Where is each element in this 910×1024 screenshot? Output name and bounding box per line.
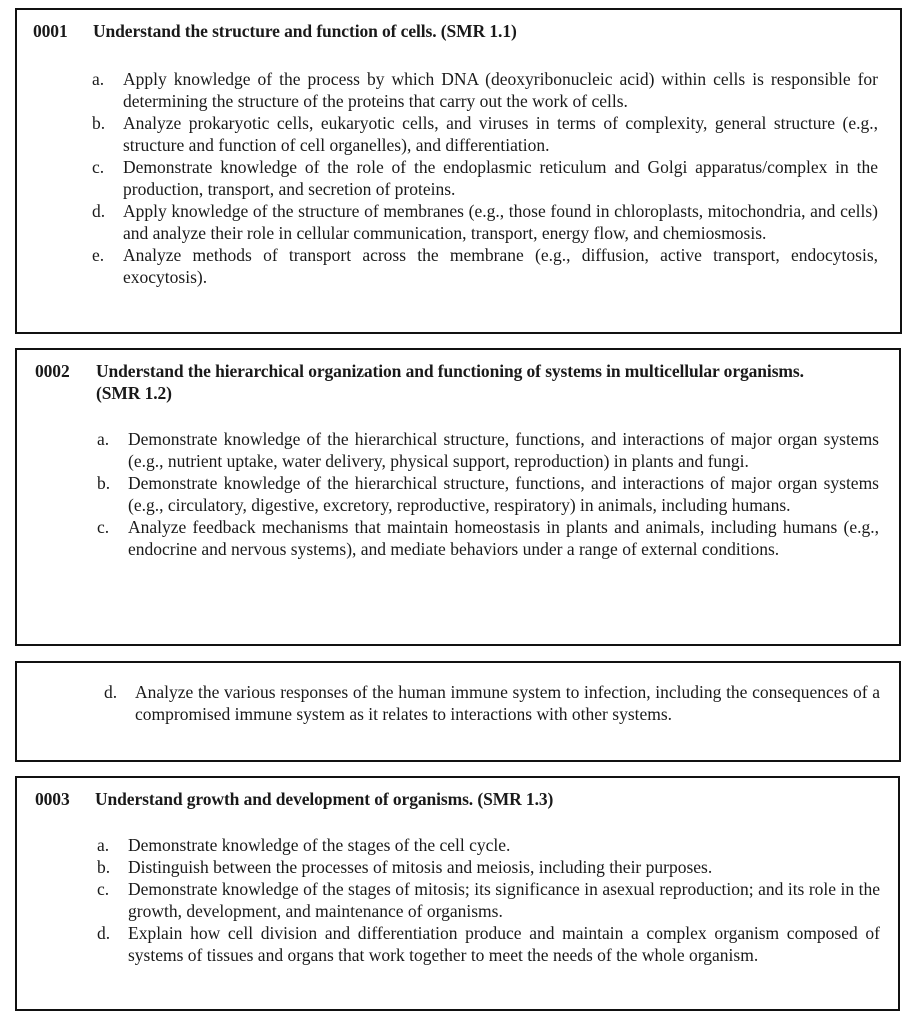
item-text: Distinguish between the processes of mitosis and meiosis, including their purposes. [128,857,713,877]
section-number: 0002 [35,361,70,381]
item-text: Analyze methods of transport across the membrane (e.g., diffusion, active transport, endocytosis, exocytosis). [123,245,878,287]
objective-list [97,428,879,560]
list-item [97,516,879,560]
section-number: 0003 [35,789,70,809]
list-item [92,200,878,244]
item-text: Analyze feedback mechanisms that maintain homeostasis in plants and animals, including humans (e.g., endocrine and nervous systems), and mediate behaviors under a range of external conditions. [128,517,879,559]
objective-list [104,681,880,725]
item-text: Demonstrate knowledge of the stages of mitosis; its significance in asexual reproduction; and its role in the growth, development, and maintenance of organisms. [128,879,880,921]
list-item [92,244,878,288]
item-text: Demonstrate knowledge of the role of the endoplasmic reticulum and Golgi apparatus/complex in the production, transport, and secretion of proteins. [123,157,878,199]
list-item [92,156,878,200]
item-marker: e. [92,245,105,265]
section-title: Understand the hierarchical organization and functioning of systems in multicellular organisms. (SMR 1.2) [96,361,804,403]
list-item [97,472,879,516]
list-item [97,856,880,878]
section-0001-box [15,8,902,334]
item-marker: b. [97,473,111,493]
item-text: Demonstrate knowledge of the hierarchical structure, functions, and interactions of major organ systems (e.g., nutrient uptake, water delivery, physical support, reproduction) in plants and fungi. [128,429,879,471]
section-0002-box [15,348,901,646]
item-marker: b. [92,113,106,133]
item-text: Explain how cell division and differentiation produce and maintain a complex organism composed of systems of tissues and organs that work together to meet the needs of the whole organism. [128,923,880,965]
section-number: 0001 [33,21,68,41]
list-item [97,428,879,472]
list-item [97,834,880,856]
item-marker: a. [97,835,110,855]
item-marker: c. [97,517,110,537]
section-title: Understand growth and development of organisms. (SMR 1.3) [95,789,554,809]
objective-list [92,68,878,288]
list-item [97,878,880,922]
list-item [92,68,878,112]
item-text: Apply knowledge of the process by which DNA (deoxyribonucleic acid) within cells is responsible for determining the structure of the proteins that carry out the work of cells. [123,69,878,111]
item-text: Demonstrate knowledge of the stages of the cell cycle. [128,835,511,855]
section-0003-box [15,776,900,1011]
section-title: Understand the structure and function of cells. (SMR 1.1) [93,21,517,41]
item-text: Apply knowledge of the structure of membranes (e.g., those found in chloroplasts, mitochondria, and cells) and analyze their role in cellular communication, transport, energy flow, and chemiosmosis. [123,201,878,243]
item-marker: d. [104,682,118,702]
item-marker: b. [97,857,111,877]
list-item [104,681,880,725]
item-text: Analyze the various responses of the human immune system to infection, including the consequences of a compromised immune system as it relates to interactions with other systems. [135,682,880,724]
item-marker: d. [97,923,111,943]
list-item [97,922,880,966]
item-text: Analyze prokaryotic cells, eukaryotic cells, and viruses in terms of complexity, general structure (e.g., structure and function of cell organelles), and differentiation. [123,113,878,155]
item-marker: a. [97,429,110,449]
list-item [92,112,878,156]
objective-list [97,834,880,966]
item-marker: c. [97,879,110,899]
item-marker: a. [92,69,105,89]
item-text: Demonstrate knowledge of the hierarchical structure, functions, and interactions of major organ systems (e.g., circulatory, digestive, excretory, reproductive, respiratory) in animals, including humans. [128,473,879,515]
section-0002-continued-box [15,661,901,762]
item-marker: c. [92,157,105,177]
item-marker: d. [92,201,106,221]
